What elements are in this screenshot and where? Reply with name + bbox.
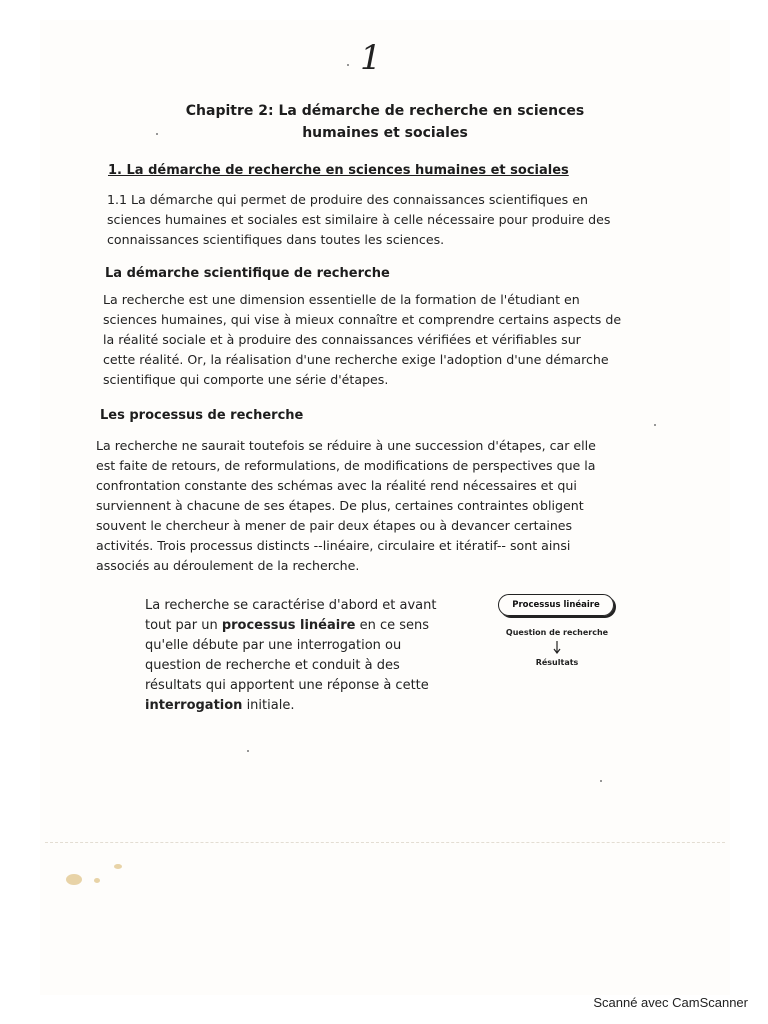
chapter-title-line2: humaines et sociales: [302, 125, 468, 141]
text-line: surviennent à chacune de ses étapes. De plus, certaines contraintes obligent: [96, 498, 584, 513]
linear-process-paragraph: [145, 596, 436, 716]
text-line: La recherche est une dimension essentielle de la formation de l'étudiant en: [103, 292, 580, 307]
speck-mark: [654, 424, 656, 426]
section-heading-1: 1. La démarche de recherche en sciences humaines et sociales: [108, 163, 569, 178]
text-line: résultats qui apportent une réponse à cette: [145, 678, 429, 693]
text-run: initiale.: [242, 698, 295, 713]
stain-mark: [66, 874, 82, 885]
text-line: scientifique qui comporte une série d'étapes.: [103, 372, 389, 387]
research-processes-heading: Les processus de recherche: [100, 408, 304, 423]
text-line: [145, 696, 436, 716]
stain-mark: [94, 878, 100, 883]
diagram-start-label: Question de recherche: [505, 628, 609, 637]
diagram-end-label: Résultats: [535, 658, 579, 667]
scanner-credit: Scanné avec CamScanner: [593, 995, 748, 1010]
text-line: activités. Trois processus distincts --linéaire, circulaire et itératif-- sont ainsi: [96, 538, 571, 553]
text-line: La recherche se caractérise d'abord et avant: [145, 598, 437, 613]
stain-mark: [114, 864, 122, 869]
linear-process-diagram: [496, 592, 618, 682]
text-line: [145, 616, 436, 636]
text-line: question de recherche et conduit à des: [145, 658, 400, 673]
text-line: est faite de retours, de reformulations, de modifications de perspectives que la: [96, 458, 596, 473]
arrow-down-icon: [496, 640, 618, 656]
section-1-paragraph: [107, 190, 610, 250]
speck-mark: [600, 780, 602, 782]
page-number: 1: [360, 38, 382, 78]
linear-process-term: processus linéaire: [221, 618, 356, 633]
text-line: sciences humaines, qui vise à mieux connaître et comprendre certains aspects de: [103, 312, 622, 327]
text-line: confrontation constante des schémas avec la réalité rend nécessaires et qui: [96, 478, 577, 493]
speck-mark: [347, 64, 349, 66]
text-line: 1.1 La démarche qui permet de produire des connaissances scientifiques en: [107, 192, 588, 207]
scientific-approach-paragraph: [103, 290, 621, 390]
initial-question-term: interrogation: [145, 698, 243, 713]
speck-mark: [247, 750, 249, 752]
chapter-title-line1: Chapitre 2: La démarche de recherche en sciences: [185, 103, 585, 119]
text-line: la réalité sociale et à produire des connaissances vérifiées et vérifiables sur: [103, 332, 581, 347]
page-fold-line: [45, 842, 725, 843]
text-line: connaissances scientifiques dans toutes les sciences.: [107, 232, 445, 247]
text-line: souvent le chercheur à mener de pair deux étapes ou à devancer certaines: [96, 518, 573, 533]
text-line: qu'elle débute par une interrogation ou: [145, 638, 402, 653]
text-line: cette réalité. Or, la réalisation d'une recherche exige l'adoption d'une démarche: [103, 352, 609, 367]
text-run: en ce sens: [355, 618, 430, 633]
text-run: tout par un: [145, 618, 222, 633]
text-line: sciences humaines et sociales est similaire à celle nécessaire pour produire des: [107, 212, 611, 227]
research-processes-paragraph: [96, 436, 596, 576]
scientific-approach-heading: La démarche scientifique de recherche: [105, 266, 390, 281]
text-line: La recherche ne saurait toutefois se réduire à une succession d'étapes, car elle: [96, 438, 596, 453]
diagram-title-pill: Processus linéaire: [498, 594, 614, 616]
text-line: associés au déroulement de la recherche.: [96, 558, 360, 573]
